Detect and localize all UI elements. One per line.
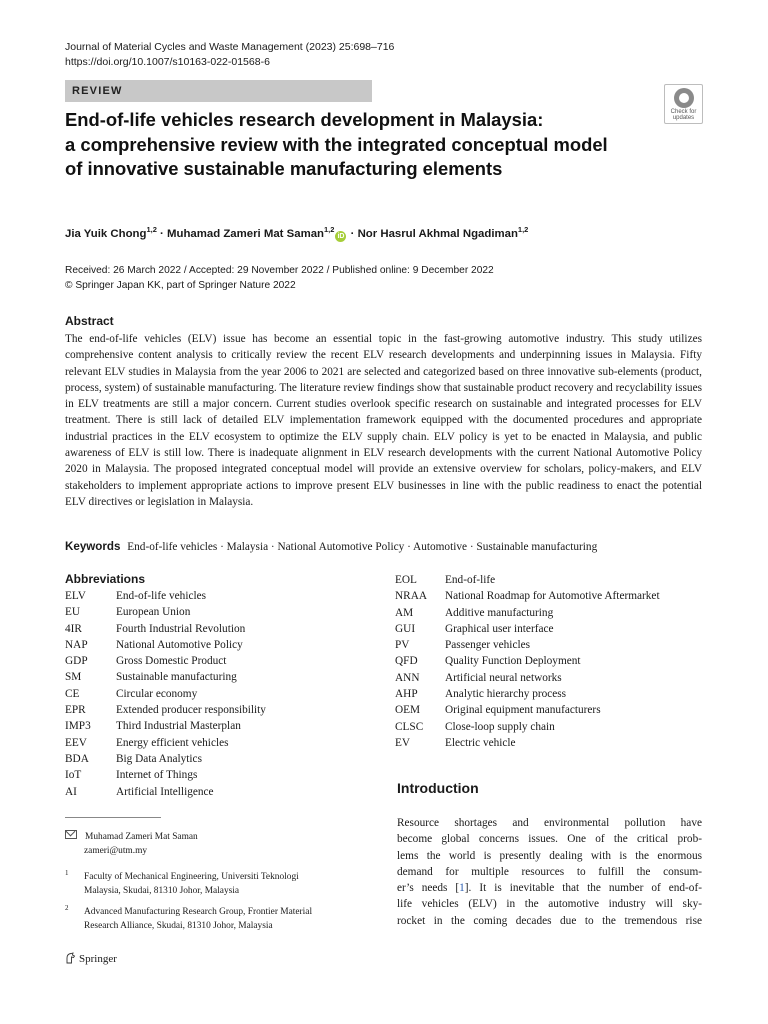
abbreviation-row: [65, 767, 266, 783]
abbreviation-code: EOL: [395, 574, 417, 586]
envelope-icon: [65, 830, 77, 839]
abbreviation-term: Quality Function Deployment: [445, 655, 581, 668]
abstract-heading: Abstract: [65, 314, 114, 328]
abbreviation-term: Passenger vehicles: [445, 639, 531, 652]
abstract-text: The end-of-life vehicles (ELV) issue has become an essential topic in the fast-growing automotive industry. This study utilizes comprehensive content analysis to critically review the recent ELV research developments and underpinning issues in Malaysia. Fifty relevant ELV studies in Malaysia from the year 2006 to 2021 are selected and categorized based on three innovative sub-elements (product, process, system) of sustainable manufacturing. The literature review findings show that sustainable product recovery and recyclability issues in ELV treatments are still a major concern. Current studies overlook specific research on sustainable and integrated processes for ELV treatment. There is still lack of detailed ELV implementation framework equipped with the documented procedures and appropriate industrial practices in the ELV ecosystem to optimize the ELV supply chain. ELV policy is yet to be enacted in Malaysia, and public awareness of ELV is still low. There is inadequate alignment in ELV research developments with the current National Automotive Policy 2020 in Malaysia. The proposed integrated conceptual model will provide an extensive overview for scholars, policy-makers, and ELV stakeholders to implement appropriate actions to improve present ELV businesses in line with the public readiness to enact the potential ELV directives or legislation in Malaysia.: [65, 333, 702, 508]
abbreviation-row: [395, 588, 660, 604]
intro-line: demand for multiple resources to fulfill the consum-: [397, 865, 702, 878]
abbreviation-row: [65, 604, 266, 620]
abbreviation-code: EPR: [65, 704, 86, 717]
abbreviation-term: Gross Domestic Product: [116, 655, 227, 668]
abbreviation-term: National Automotive Policy: [116, 638, 243, 651]
abbreviations-heading: Abbreviations: [65, 572, 146, 586]
affiliation-note: [65, 902, 312, 933]
abbreviation-code: PV: [395, 639, 410, 652]
author-separator: ·: [347, 227, 358, 240]
abbreviation-term: Graphical user interface: [445, 622, 554, 635]
abbreviation-code: NRAA: [395, 590, 428, 603]
intro-line: Resource shortages and environmental pollution have: [397, 817, 702, 829]
abbreviations-right-column: [395, 572, 660, 751]
abbreviations-left-column: [65, 588, 266, 800]
abbreviation-row: [395, 686, 660, 702]
abbreviation-term: Original equipment manufacturers: [445, 704, 601, 717]
abbreviation-code: ANN: [395, 671, 420, 684]
abbreviation-code: QFD: [395, 655, 418, 668]
abbreviation-code: IMP3: [65, 720, 91, 733]
abbreviation-code: 4IR: [65, 622, 82, 635]
author-name[interactable]: Jia Yuik Chong: [65, 227, 147, 240]
check-for-updates-badge[interactable]: [664, 84, 703, 124]
publication-dates: [65, 264, 494, 293]
introduction-heading: Introduction: [397, 780, 479, 796]
abbreviation-row: [65, 621, 266, 637]
introduction-text: [397, 815, 702, 929]
abbreviation-row: [65, 735, 266, 751]
intro-line: life vehicles (ELV) in the automotive industry will sky-: [397, 898, 702, 911]
intro-line: lems the world is presently dealing with is the enormous: [397, 849, 702, 862]
springer-horse-icon: [65, 952, 76, 964]
citation-link[interactable]: 1: [459, 882, 465, 895]
affiliation-line: Malaysia, Skudai, 81310 Johor, Malaysia: [84, 885, 240, 896]
abbreviation-row: [65, 653, 266, 669]
abbreviation-row: [395, 621, 660, 637]
badge-line2: updates: [672, 115, 695, 121]
abbreviation-code: CLSC: [395, 720, 424, 733]
copyright-line: © Springer Japan KK, part of Springer Nature 2022: [65, 279, 296, 291]
abbreviation-row: [65, 718, 266, 734]
abbreviation-code: ELV: [65, 590, 86, 602]
author-affiliation: 1,2: [517, 225, 529, 234]
author-affiliation: 1,2: [146, 225, 157, 234]
abbreviation-row: [395, 605, 660, 621]
abbreviation-code: AI: [65, 785, 77, 798]
abbreviation-row: [65, 751, 266, 767]
abbreviation-term: Artificial Intelligence: [116, 785, 214, 798]
abbreviation-code: OEM: [395, 704, 421, 717]
affiliation-number: 2: [65, 904, 69, 912]
abbreviation-code: EV: [395, 736, 411, 749]
abbreviation-term: End-of-life vehicles: [116, 590, 207, 602]
abbreviation-term: Circular economy: [116, 687, 198, 700]
section-label-bar: [65, 80, 372, 102]
abbreviation-term: Extended producer responsibility: [116, 704, 266, 717]
affiliation-line: Research Alliance, Skudai, 81310 Johor, Malaysia: [84, 920, 273, 931]
orcid-icon[interactable]: iD: [337, 232, 345, 240]
keywords: [65, 540, 597, 553]
doi-link[interactable]: https://doi.org/10.1007/s10163-022-01568-6: [65, 56, 270, 68]
publisher-name: Springer: [79, 953, 117, 965]
abbreviation-code: IoT: [65, 769, 82, 782]
abbreviation-code: GUI: [395, 622, 416, 635]
title-line: a comprehensive review with the integrated conceptual model: [65, 133, 608, 155]
title-line: End-of-life vehicles research development in Malaysia:: [65, 109, 544, 130]
abbreviation-row: [65, 784, 266, 800]
abbreviation-row: [395, 637, 660, 653]
title-line: of innovative sustainable manufacturing elements: [65, 158, 503, 179]
abbreviation-row: [395, 572, 660, 588]
corresponding-author-name: Muhamad Zameri Mat Saman: [85, 832, 198, 842]
badge-line1: Check for: [670, 109, 697, 115]
author-separator: ·: [156, 227, 168, 240]
abbreviation-term: Third Industrial Masterplan: [116, 720, 241, 733]
journal-header: [65, 40, 394, 70]
abbreviation-row: [395, 735, 660, 751]
abbreviation-term: Analytic hierarchy process: [445, 688, 567, 701]
abbreviation-code: AM: [395, 606, 414, 619]
publisher-logo: [65, 952, 117, 965]
abbreviation-row: [395, 702, 660, 718]
author-list: [65, 225, 528, 242]
corresponding-author-email[interactable]: zameri@utm.my: [84, 845, 148, 856]
affiliation-note: [65, 867, 299, 898]
affiliation-number: 1: [65, 869, 69, 877]
abbreviation-row: [395, 653, 660, 669]
author-affiliation: 1,2: [324, 225, 335, 234]
abbreviation-term: Internet of Things: [116, 769, 198, 782]
affiliation-line: Advanced Manufacturing Research Group, Frontier Material: [84, 907, 313, 917]
keywords-label: Keywords: [65, 540, 121, 553]
abbreviation-code: SM: [65, 671, 82, 684]
abbreviation-row: [65, 637, 266, 653]
keywords-text: End-of-life vehicles · Malaysia · National Automotive Policy · Automotive · Sustainable manufacturing: [127, 541, 598, 553]
abbreviation-row: [65, 588, 266, 604]
abbreviation-term: National Roadmap for Automotive Aftermarket: [445, 590, 660, 603]
abbreviation-term: Electric vehicle: [445, 736, 516, 749]
abbreviation-code: CE: [65, 687, 80, 700]
abbreviation-term: Close-loop supply chain: [445, 720, 555, 733]
abbreviation-row: [65, 669, 266, 685]
abbreviation-term: Big Data Analytics: [116, 752, 202, 765]
intro-line: rocket in the coming decades due to the tremendous rise: [397, 914, 702, 927]
section-label: REVIEW: [72, 85, 123, 97]
abbreviation-code: BDA: [65, 752, 89, 765]
footnote-divider: [65, 817, 161, 818]
article-title: [65, 108, 655, 182]
abbreviation-term: Sustainable manufacturing: [116, 671, 237, 684]
author-name[interactable]: Nor Hasrul Akhmal Ngadiman: [357, 227, 518, 240]
abbreviation-code: AHP: [395, 688, 418, 701]
corresponding-author-note: [65, 830, 198, 858]
abbreviation-row: [395, 670, 660, 686]
dates-line: Received: 26 March 2022 / Accepted: 29 November 2022 / Published online: 9 December 2022: [65, 265, 494, 276]
journal-citation: Journal of Material Cycles and Waste Management (2023) 25:698–716: [65, 41, 395, 53]
abbreviation-code: EEV: [65, 736, 87, 749]
abbreviation-code: GDP: [65, 655, 88, 668]
abbreviation-term: Fourth Industrial Revolution: [116, 622, 246, 635]
abbreviation-term: Energy efficient vehicles: [116, 736, 229, 749]
intro-line: become global concerns issues. One of the critical prob-: [397, 833, 702, 846]
abbreviation-code: NAP: [65, 638, 88, 651]
abbreviation-term: Artificial neural networks: [445, 671, 562, 684]
abbreviation-row: [395, 719, 660, 735]
abbreviation-row: [65, 686, 266, 702]
abbreviation-code: EU: [65, 606, 81, 619]
affiliation-line: Faculty of Mechanical Engineering, Universiti Teknologi: [84, 872, 299, 882]
author-name[interactable]: Muhamad Zameri Mat Saman: [167, 227, 324, 240]
abbreviation-term: Additive manufacturing: [445, 606, 554, 619]
abbreviation-row: [65, 702, 266, 718]
abbreviation-term: End-of-life: [445, 574, 496, 586]
intro-line: er’s needs [1]. It is inevitable that the number of end-of-: [397, 882, 702, 895]
check-for-updates-icon: [674, 88, 694, 108]
abbreviation-term: European Union: [116, 606, 191, 619]
